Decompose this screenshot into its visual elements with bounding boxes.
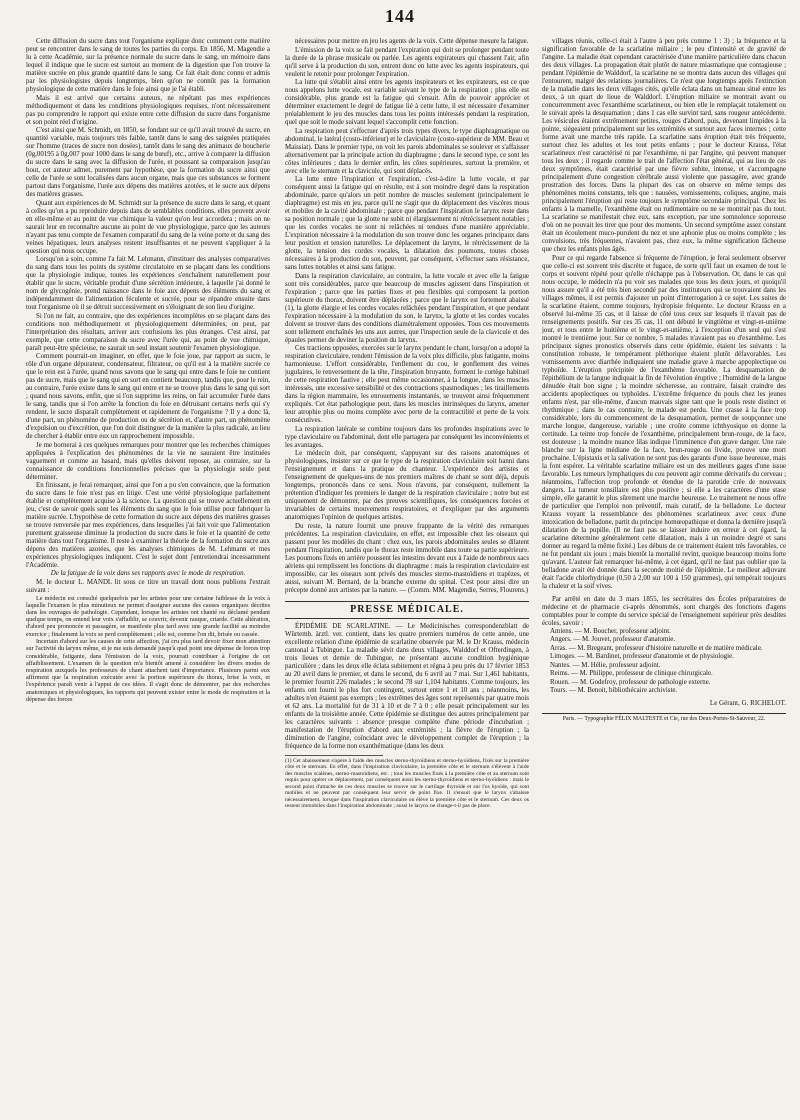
paragraph: Du reste, la nature fournit une preuve frappante de la vérité des remarques précédentes. La respiration claviculaire, en effet, est impossible chez les oiseaux qui passent pour les modèles du chant : chez eux, les parois abdominales seules se dilatent pendant l'inspiration, tandis que le thorax reste immobile dans toute sa partie supérieure. Les poumons fixés en arrière poussent les intestins devant eux à l'aide de nombreux sacs aériens qui remplissent les fonctions du diaphragme : mais la respiration claviculaire est impossible, car les oiseaux sont privés des muscles sterno-mastoïdiens et trapèzes, et aussi, suivant M. Bernard, de la branche externe du spinal. C'est pour ainsi dire un précepte donné aux artistes par la nature. — (Comm. MM. Magendie, Serres, Flourens.) [285, 522, 529, 594]
footnote-rule [285, 755, 383, 756]
paragraph: nécessaires pour mettre en jeu les agents de la voix. Cette dépense mesure la fatigue. [295, 38, 529, 45]
paragraph: Je me bornerai à ces quelques remarques pour montrer que les recherches chimiques appliquées à l'explication des phénomènes de la vie ne sauraient être instituées vaguement et comme au hasard, mais qu'elles doivent reposer, au contraire, sur la connaissance de conditions fonctionnelles précises que la physiologie seule peut déterminer. [26, 441, 270, 481]
printer-rule [542, 713, 786, 714]
article-extract [26, 595, 270, 704]
printer-line: Paris. — Typographie FÉLIX MALTESTE et Cie, rue des Deux-Portes-St-Sauveur, 22. [562, 716, 766, 722]
paragraph: En finissant, je ferai remarquer, ainsi que l'on a pu s'en convaincre, que la formation du sucre dans le foie n'est pas en litige. C'est une vérité physiologique parfaitement établie et complètement acquise à la science. La question qui se trouve actuellement en jeu, c'est de savoir quels sont les éléments du sang que le foie utilise pour fabriquer la matière sucrée. L'hypothèse de cette formation du sucre aux dépens des matières grasses se trouve renversée par mes expériences, dans lesquelles j'ai fait voir que l'alimentation purement graisseuse diminue la production du sucre dans le foie et la quantité de cette matière dans tout l'organisme. Il reste à examiner la théorie de la formation du sucre aux dépens des matières azotées, que les analyses chimiques de M. Lehmann et mes expériences physiologiques indiquent. C'est le sujet dont j'entretiendrai incessamment l'Académie. [26, 482, 270, 569]
column-1 [26, 38, 270, 1078]
footnote: (1) Cet abaissement s'opère à l'aide des muscles sterno-thyroïdiens et sterno-hyoïdiens, fixés sur la première côte et le sternum. En effet, dans l'inspiration claviculaire, la première côte et le sternum s'élèvent à l'aide des muscles scalènes, sterno-mastoïdiens, etc. ; tous les muscles fixés à la première côte et au sternum sont requis pour opérer ce déplacement, par conséquent aussi les sterno-thyroïdiens et sterno-hyoïdiens : mais le second point d'attache de ces deux muscles se trouve sur le cartilage thyroïde et sur l'os hyoïde, qui sont mobiles et ne peuvent par conséquent leur servir de point fixe. Il s'ensuit que le larynx s'abaisse nécessairement, lorsque dans l'inspiration claviculaire on élève la première côte et le sternum. Ces deux os restent immobiles dans l'inspiration abdominale ; aussi le larynx ne change-t-il pas de place. [285, 757, 529, 809]
col2-body [285, 38, 529, 595]
decree-paragraph: Par arrêté en date du 3 mars 1855, les secrétaires des Écoles préparatoires de médecine et de pharmacie ci-après dénommés, sont chargés des fonctions d'agens comptables pour le compte du service spécial de l'enseignement supérieur près desdites écoles, savoir : [542, 595, 786, 627]
paragraph: villages réunis, celle-ci était à l'autre à peu près comme 1 : 3) ; la fréquence et la signification favorable de la scarlatine miliaire ; le peu d'intensité et de gravité de l'angine. La maladie était cependant caractérisée d'une manière particulière dans chacun des deux villages. La propagation était plutôt de nature miasmatique que contagieuse ; pendant l'épidémie de Walddorf, la scarlatine ne se montra dans aucun des villages qui l'entourent, malgré des relations journalières. Ce n'est que longtemps après l'extinction de la maladie dans les deux villages cités, qu'elle éclata dans un hameau situé entre les deux, à un quart de lieue de Walddorf. L'éruption miliaire se montrait avant ou concurremment avec l'exanthème scarlatineux, ou bien elle le remplaçait totalement ou le suivait après la desquamation ; dans 1 cas elle survint tard, sans rougeur antécédente. Les vésicules étaient extrêmement petites, rouges d'abord, puis, devenant limpides à la pointe, siégeaient principalement sur les extrémités et surtout aux faces internes ; cette forme avait une marche très rapide. La scarlatine sans éruption était très fréquente, surtout chez les adultes et les tout petits enfants ; pour le docteur Krauss, l'état scarlatineux n'est caractérisé ni par l'exanthème, ni par l'angine, qui peuvent manquer tous les deux ; il regarde comme le trait de l'affection l'état général, qui au lieu de ces deux symptômes, était caractérisé par une fièvre subite, intense, et s'accompagne principalement d'une congestion cérébrale aussi violente que passagère, avec grande prostration des forces. Dans la plupart des cas on observe en même temps des phénomènes moins constants, tels que : nausées, vomissements, coliques, angine, mais principalement l'éruption qui reste toujours le symptôme secondaire principal. Chez les enfants à la mamelle, l'exanthème était ou rudimentaire ou ne se montrait pas du tout. La scarlatine se manifestait chez eux, sans exception, par une somnolence soporeuse d'où on ne pouvait les tirer que pour des moments. Un second symptôme assez constant était un écoulement muco-purulent du nez et une aphonie plus ou moins complète ; les convulsions, très fréquentes, n'avaient pas, chez eux, la même signification fâcheuse que chez les enfants plus âgés. [542, 38, 786, 253]
paragraph: C'est ainsi que M. Schmidt, en 1850, se fondant sur ce qu'il avait trouvé du sucre, en quantité variable, mais toujours très faible, tantôt dans le sang des saignées pratiquées sur l'homme (traces de sucre non dosées), tantôt dans le sang des animaux de boucherie (0g,00195 à 0g,007 pour 1000 dans le sang de bœuf), etc., arrive à comparer la diffusion du sucre dans le sang avec la diffusion de l'urée, et poussant sa comparaison jusqu'au bout, cet auteur admet, purement par hypothèse, que la formation du sucre ainsi que celle de l'urée se sont localisées dans aucun organe, mais que ces substances se forment partout dans l'organisme, l'urée aux dépens des matières azotées, et le sucre aux dépens des matières grasses. [26, 127, 270, 198]
paragraph: Quant aux expériences de M. Schmidt sur la présence du sucre dans le sang, et quant à celles qu'on a pu reproduire depuis dans de semblables conditions, elles peuvent avoir en elle-même et au point de vue chimique la valeur qu'on leur accordera ; mais on ne saurait leur en reconnaître aucune au point de vue physiologique, parce que les auteurs n'ayant pas tenu compte de l'examen comparatif du sang de la veine porte et du sang des veines hépatiques, leurs analyses restent insuffisantes et ne peuvent s'appliquer à la question qui nous occupe. [26, 199, 270, 255]
signature: Le Gérant, G. RICHELOT. [709, 699, 786, 707]
page-number: 144 [385, 6, 415, 26]
paragraph: La respiration peut s'effectuer d'après trois types divers, le type diaphragmatique ou abdominal, le latéral (costo-inférieur) et le claviculaire (costo-supérieur de MM. Beau et Maissiat). Dans le premier type, on voit les parois abdominales se soulever et s'affaisser alternativement par la principale action du diaphragme ; dans le second type, ce sont les côtes inférieures ; dans le dernier enfin, les côtes supérieures, surtout la première, et avec elle le sternum et la clavicule, qui sont déplacés. [285, 127, 529, 175]
paragraph: Mais il est arrivé que certains auteurs, ne répétant pas mes expériences méthodiquement et dans les conditions physiologiques requises, n'ont nécessairement pas pu comprendre le rapport qui existe entre cette diffusion du sucre dans l'organisme et son point réel d'origine. [26, 94, 270, 126]
paragraph: Arras. — M. Bregeant, professeur d'histoire naturelle et de matière médicale. [550, 644, 763, 652]
paragraph: Si l'on ne fait, au contraire, que des expériences incomplètes en se plaçant dans des conditions non méthodiquement et physiologiquement déterminées, on peut, par l'interprétation des résultats, arriver aux confusions les plus étranges. C'est ainsi, par exemple, que cette comparaison du sucre avec l'urée qui, au point de vue chimique, paraît peut-être spécieuse, ne saurait un seul instant soutenir l'examen physiologique. [26, 312, 270, 352]
paragraph: Amiens. — M. Boucher, professeur adjoint. [550, 627, 671, 635]
section-title-presse-medicale: PRESSE MÉDICALE. [350, 603, 464, 615]
paragraph: Lorsqu'on a soin, comme l'a fait M. Lehmann, d'instituer des analyses comparatives du sang dans tous les points du système circulatoire en se plaçant dans les conditions que la physiologie indique, toutes les expériences s'enchaînent naturellement pour établir que le sucre, véritable produit d'une sécrétion intérieure, à laquelle j'ai donné le nom de glycogénie, prend naissance dans le foie aux dépens des éléments du sang et indépendamment de l'alimentation féculente et sucrée, pour se répandre ensuite dans tout l'organisme où il se détruit successivement en s'éloignant de son lieu d'origine. [26, 256, 270, 311]
column-3 [542, 38, 786, 1078]
article-intro: M. le docteur L. MANDL lit sous ce titre un travail dont nous publions l'extrait suivant : [26, 578, 270, 594]
section-rule-top [285, 601, 529, 602]
appointments-list [542, 628, 786, 696]
article-title-voice-fatigue: De la fatigue de la voix dans ses rapports avec le mode de respiration. [50, 570, 246, 577]
paragraph: L'émission de la voix se fait pendant l'expiration qui doit se prolonger pendant toute la durée de la phrase musicale ou parlée. Les agents expirateurs qui chassent l'air, afin qu'il serve à la production du son, entrent donc en lutte avec les agents inspirateurs, qui veulent le retenir pour prolonger l'expiration. [285, 46, 529, 78]
paragraph: Le médecin doit, par conséquent, s'appuyant sur des raisons anatomiques et physiologiques, insister sur ce que le type de la respiration claviculaire soit banni dans l'enseignement et dans la pratique du chanteur. L'expérience des artistes et l'enseignement de quelques-uns de nos premiers maîtres de chant se sont déjà, depuis longtemps, prononcés dans ce sens. Nous n'avons, par conséquent, nullement la prétention d'indiquer les premiers le danger de la respiration claviculaire ; notre but est uniquement de démontrer, par des preuves scientifiques, les conséquences forcées et invariables de certains mouvements respiratoires, et d'expliquer par des arguments anatomiques l'opinion de quelques artistes. [285, 450, 529, 521]
paragraph: La respiration latérale se combine toujours dans les profondes inspirations avec le type claviculaire ou l'abdominal, dont elle partagera par conséquent les inconvénients et les avantages. [285, 425, 529, 449]
paragraph: Reims. — M. Philippe, professeur de clinique chirurgicale. [550, 670, 713, 677]
paragraph: Rouen. — M. Godefroy, professeur de pathologie externe. [550, 678, 711, 686]
paragraph: Le médecin est consulté quelquefois par les artistes pour une certaine faiblesse de la voix à laquelle l'examen le plus minutieux ne permet d'assigner aucune des causes organiques décrites dans les ouvrages de pathologie. Cependant, lorsque les artistes ont chanté ou déclamé pendant quelque temps, on entend leur voix s'affaiblir, se couvrir, devenir rauque, criarde. Cette altération, d'abord peu prononcée et passagère, se manifeste plus tard avec une grande facilité au moindre exercice ; finalement la voix se perd complètement ; elle est, comme l'on dit, brisée ou cassée. [26, 594, 270, 638]
paragraph: La lutte qui s'établit ainsi entre les agents inspirateurs et les expirateurs, est ce que nous appelons lutte vocale, est variable suivant le type de la respiration ; plus elle est considérable, plus grande est la fatigue qui s'ensuit. Afin de pouvoir apprécier et déterminer exactement le degré de fatigue lié à cette lutte, il est nécessaire d'examiner préalablement le jeu des muscles dans tous les points intéressés pendant la respiration, quel que soit le mode suivant lequel s'accomplit cette fonction. [285, 79, 529, 126]
paragraph: Ces tractions opposées, exercées sur le larynx pendant le chant, lorsqu'on a adopté la respiration claviculaire, rendent l'émission de la voix plus difficile, plus fatigante, moins harmonieuse. L'effort considérable, l'enflement du cou, le gonflement des veines jugulaires, le renversement de la tête, l'inspiration bruyante, forment le cortège habituel de cette respiration fautive ; elle peut même occasionner, à la longue, dans les muscles intéressés, une excessive sensibilité et des contractions spasmodiques ; les tiraillements dans la région mammaire, les enrouements instantanés, se trouvent ainsi fréquemment expliqués. Cet état pathologique peut, dans les muscles intrinsèques du larynx, amener leur atrophie plus ou moins complète avec perte de la contractilité et perte de la voix consécutives. [285, 345, 529, 424]
paragraph: Pour ce qui regarde l'absence si fréquente de l'éruption, je ferai seulement observer que celle-ci est souvent très discrète et fugace, de sorte qu'il faut un examen de tout le corps et souvent répété pour qu'elle n'échappe pas à l'observation. Or, dans le cas qui nous occupe, le médecin n'a pu voir ses malades que tous les deux jours, et quoiqu'il nous assure qu'il a été très bien secondé par des instituteurs qui se trouvaient dans les villages mêmes, il est permis d'ajouter un point d'interrogation à ce sujet. Les suites de la scarlatine étaient, comme toujours, hydropisie fréquente. Le docteur Krauss en a observé lui-même 35 cas, et il laisse de côté tous ceux sur lesquels il n'avait pas de renseignements positifs. Sur ces 35 cas, 11 ont débuté le vingtième et vingt-et-unième jour, et tous entre le huitième et le vingt-et-unième, à l'exception d'un seul qui s'est montré le trentième jour. Sur ce nombre, 5 malades n'avaient pas eu d'exanthème. Les principaux signes pronostics observés dans cette épidémie, étaient les suivants : la constitution robuste, le tempérament pléthorique étaient plutôt défavorables. Les vomissements avec diarrhée indiquaient une maladie grave à marche appoplectique ou typhoïde. L'éruption précipitée de l'exanthème favorable. La desquamation de l'épithélium de la langue indiquait la fin de l'évolution éruptive ; l'humidité de la langue dénudée était bon signe ; la moindre sécheresse, au contraire, faisait craindre des accidents apoplectiques ou typhoïdes. L'extrême fréquence du pouls chez les jeunes enfants n'est, par elle-même, d'aucun mauvais signe tant que le pouls reste distinct et rhythmique ; dans le cas contraire, le malade est perdu. Une crasse à la face trop considérable, lors du commencement de la desquamation, permet de soupçonner une marche longue, dangereuse, variable ; une croûte comme ichthyosique en donne la certitude. La teinte trop foncée de l'exanthème, principalement brun-rouge, de la face, est douteuse ; la moindre nuance lilas indique l'imminence d'un grave danger. Une raie blanche sur la ligne médiane de la face, brun-rouge ou livide, prouve une mort prochaine. L'épistaxis et la salivation ne sont pas des garants d'une issue heureuse, mais la font espérer. La véritable scarlatine miliaire est un des meilleurs gages d'une issue favorable. Les tumeurs lymphatiques du cou peuvent agir comme dérivatifs du cerveau ; néanmoins, l'affection trop profonde et étendue de la parotide crée de nouveaux dangers. La tumeur tonsillaire est plus positive ; si elle a les caractères d'une stase simple, elle garantit le plus sûrement une marche heureuse. Le traitement ne nous offre de particulier que l'emploi non préventif, mais curatif, de la belladone. Le docteur Krauss voyant la ressemblance des phénomènes scarlatineux avec ceux d'une intoxication de belladone, partit du principe homœopathique et donna la dernière jusqu'à dilatation de la pupille. (Il ne faut pas se laisser induire en erreur à cet égard, la scarlatine détermine généralement cette dilatation, mais à un moindre degré et sans donner au regard la même fixité.) Les débuts de ce traitement étaient très favorables, ce ne fut pendant six jours ; mais bientôt la mortalité revint, quoique beaucoup moins forte qu'avant. L'auteur fait remarquer lui-même, à cet égard, qu'il ne faut pas oublier que la belladone avait été donnée dans la seconde moitié de l'épidémie. Le meilleur adjuvant était l'acide chlorhydrique (0,50 à 2,00 sur 100 à 150 grammes), qui tempérait toujours la chaleur et la soif vives. [542, 254, 786, 590]
paragraph: Limoges. — M. Bardinet, professeur d'anatomie et de physiologie. [550, 653, 734, 660]
paragraph: Angers. — M. Jouvet, professeur d'anatomie. [550, 636, 676, 643]
paragraph: Comment pourrait-on imaginer, en effet, que le foie joue, par rapport au sucre, le rôle d'un organe dépurateur, condensateur, filtrateur, ou qu'il est à la matière sucrée ce que le rein est à l'urée, quand nous savons que le sang qui entre dans le foie ne contient pas de sucre, mais que le sang qui en sort en contient beaucoup, tandis que, pour le rein, au contraire, l'urée existe dans le sang qui entre et ne se trouve plus dans le sang qui sort ; quand nous savons, enfin, que si l'on supprime les reins, on fait accumuler l'urée dans le sang, tandis que si l'on arrête la fonction du foie en détruisant certains nerfs qui s'y rendent, le sucre disparaît complètement et rapidement de l'organisme ? Il y a donc là, d'une part, un phénomène de production ou de sécrétion et, d'autre part, un phénomène d'expulsion ou d'excrétion, que l'on doit distinguer de la manière la plus radicale, au lieu de chercher à établir entre eux un rapprochement impossible. [26, 353, 270, 440]
paragraph: Incertain d'abord sur les causes de cette affection, j'ai cru plus tard devoir fixer mon attention sur l'activité du larynx même, et je me suis demandé jusqu'à quel point une dépense de forces trop considérable, fatigante, dans l'émission de la voix, pourrait contribuer à l'origine de cet affaiblissement. L'examen de la question m'a bientôt amené à considérer les divers modes de respiration auxquels les professeurs de chant attachent tant d'importance. Plusieurs parmi eux affirment que la respiration exécutée avec la portion supérieure du thorax, brise la voix, et l'expérience paraît venir à l'appui de ces idées. Il s'agit donc de démontrer, par des recherches anatomiques et physiologiques, les rapports qui peuvent exister entre le mode de respiration et la dépense des forces [26, 638, 270, 703]
paragraph: ÉPIDÉMIE DE SCARLATINE. — Le Medicinisches correspondenzblatt de Würtemb. ärztl. ver. contient, dans les quatre premiers numéros de cette année, une excellente relation d'une épidémie de scarlatine observée par M. le Dr Krauss, médecin cantonal à Tubingue. La maladie sévit dans deux villages, Walddorf et Ofterdingen, à trois lieues et demie de Tubingue, ne présentant aucune condition hygiénique particulière ; dans les deux elle éclata subitement et régna à peu près du 17 février 1853 au 20 avril dans le premier, et dans le second, du 6 avril au 7 mai. Sur 1,461 habitants, le premier fournit 226 malades ; le second 78 sur 1,104 habitants. Comme toujours, les enfants ont fourni le plus fort contingent, surtout entre 1 et 10 ans ; néanmoins, les adultes n'en étaient pas exempts ; les extrêmes des âges sont représentés par quatre mois et 62 ans. La mortalité fut de 31 à 10 et de 7 à 0 ; elle pesait principalement sur les enfants de la troisième année. Cette épidémie se distingue des autres principalement par les caractères suivants : absence presque complète d'une période d'incubation ; manifestation de l'éruption d'abord aux extrémités ; la fièvre de l'éruption ; la diminution de l'angine, coïncidant avec le développement complet de l'éruption ; la fréquence de la forme non exanthématique (dans les deux [285, 622, 529, 750]
press-body [285, 623, 529, 751]
paragraph: La lutte entre l'inspiration et l'expiration, c'est-à-dire la lutte vocale, et par conséquent aussi la fatigue qui en résulte, est à son moindre degré dans la respiration abdominale, parce qu'alors un petit nombre de muscles seulement (principalement le diaphragme) est mis en jeu, parce qu'il ne s'agit que du déplacement des viscères mous et mobiles de la cavité abdominale ; parce que pendant l'inspiration le larynx reste dans sa position normale ; que la glotte ne subit ni élargissement ni rétrécissement notables ; que les cordes vocales ne sont ni relâchées ni tendues d'une manière appréciable. L'expiration nécessaire à la modulation du son trouve donc les organes principaux dans leur position et tension naturelles. Le déplacement du larynx, le rétrécissement de la glotte, la tension des cordes vocales, la dilatation des poumons, toutes choses nécessaires à la production du son, peuvent, par conséquent, s'effectuer sans résistance, sans luttes notables et ainsi sans fatigue. [285, 176, 529, 271]
section-rule-bottom [285, 618, 529, 619]
paragraph: Dans la respiration claviculaire, au contraire, la lutte vocale et avec elle la fatigue sont très considérables, parce que beaucoup de muscles agissent dans l'inspiration et l'expiration ; parce que les parties fixes et peu flexibles qui composent la portion supérieure du thorax, doivent être déplacées ; parce que le larynx est fortement abaissé (1), la glotte élargie et les cordes vocales relâchées pendant l'inspiration, et que pendant l'expiration nécessaire à la modulation du son, le larynx, la glotte et les cordes vocales doivent se trouver dans des conditions diamétralement opposées. Tous ces mouvements sont tellement enchaînés les uns aux autres, que l'inspection seule de la clavicule et des épaules permet de deviner la position du larynx. [285, 272, 529, 344]
column-2 [285, 38, 529, 1078]
paragraph: Cette diffusion du sucre dans tout l'organisme explique donc comment cette matière peut se rencontrer dans le sang de toutes les parties du corps. En 1856, M. Magendie a lu à cette Académie, sur la présence normale du sucre dans le sang, un mémoire dans lequel il indique que le sucre est surtout au moment de la digestion que l'on trouve la matière sucrée en plus grande quantité dans le sang. Ce fait était donc connu et admis par les physiologistes depuis longtemps, bien qu'on ne connût pas la formation physiologique de cette matière dans le foie ainsi que je l'ai établi. [26, 38, 270, 93]
paragraph: Tours. — M. Benoit, bibliothécaire archiviste. [550, 687, 678, 694]
col1-body [26, 38, 270, 570]
col3-body [542, 38, 786, 591]
paragraph: Nantes. — M. Hélie, professeur adjoint. [550, 661, 661, 669]
